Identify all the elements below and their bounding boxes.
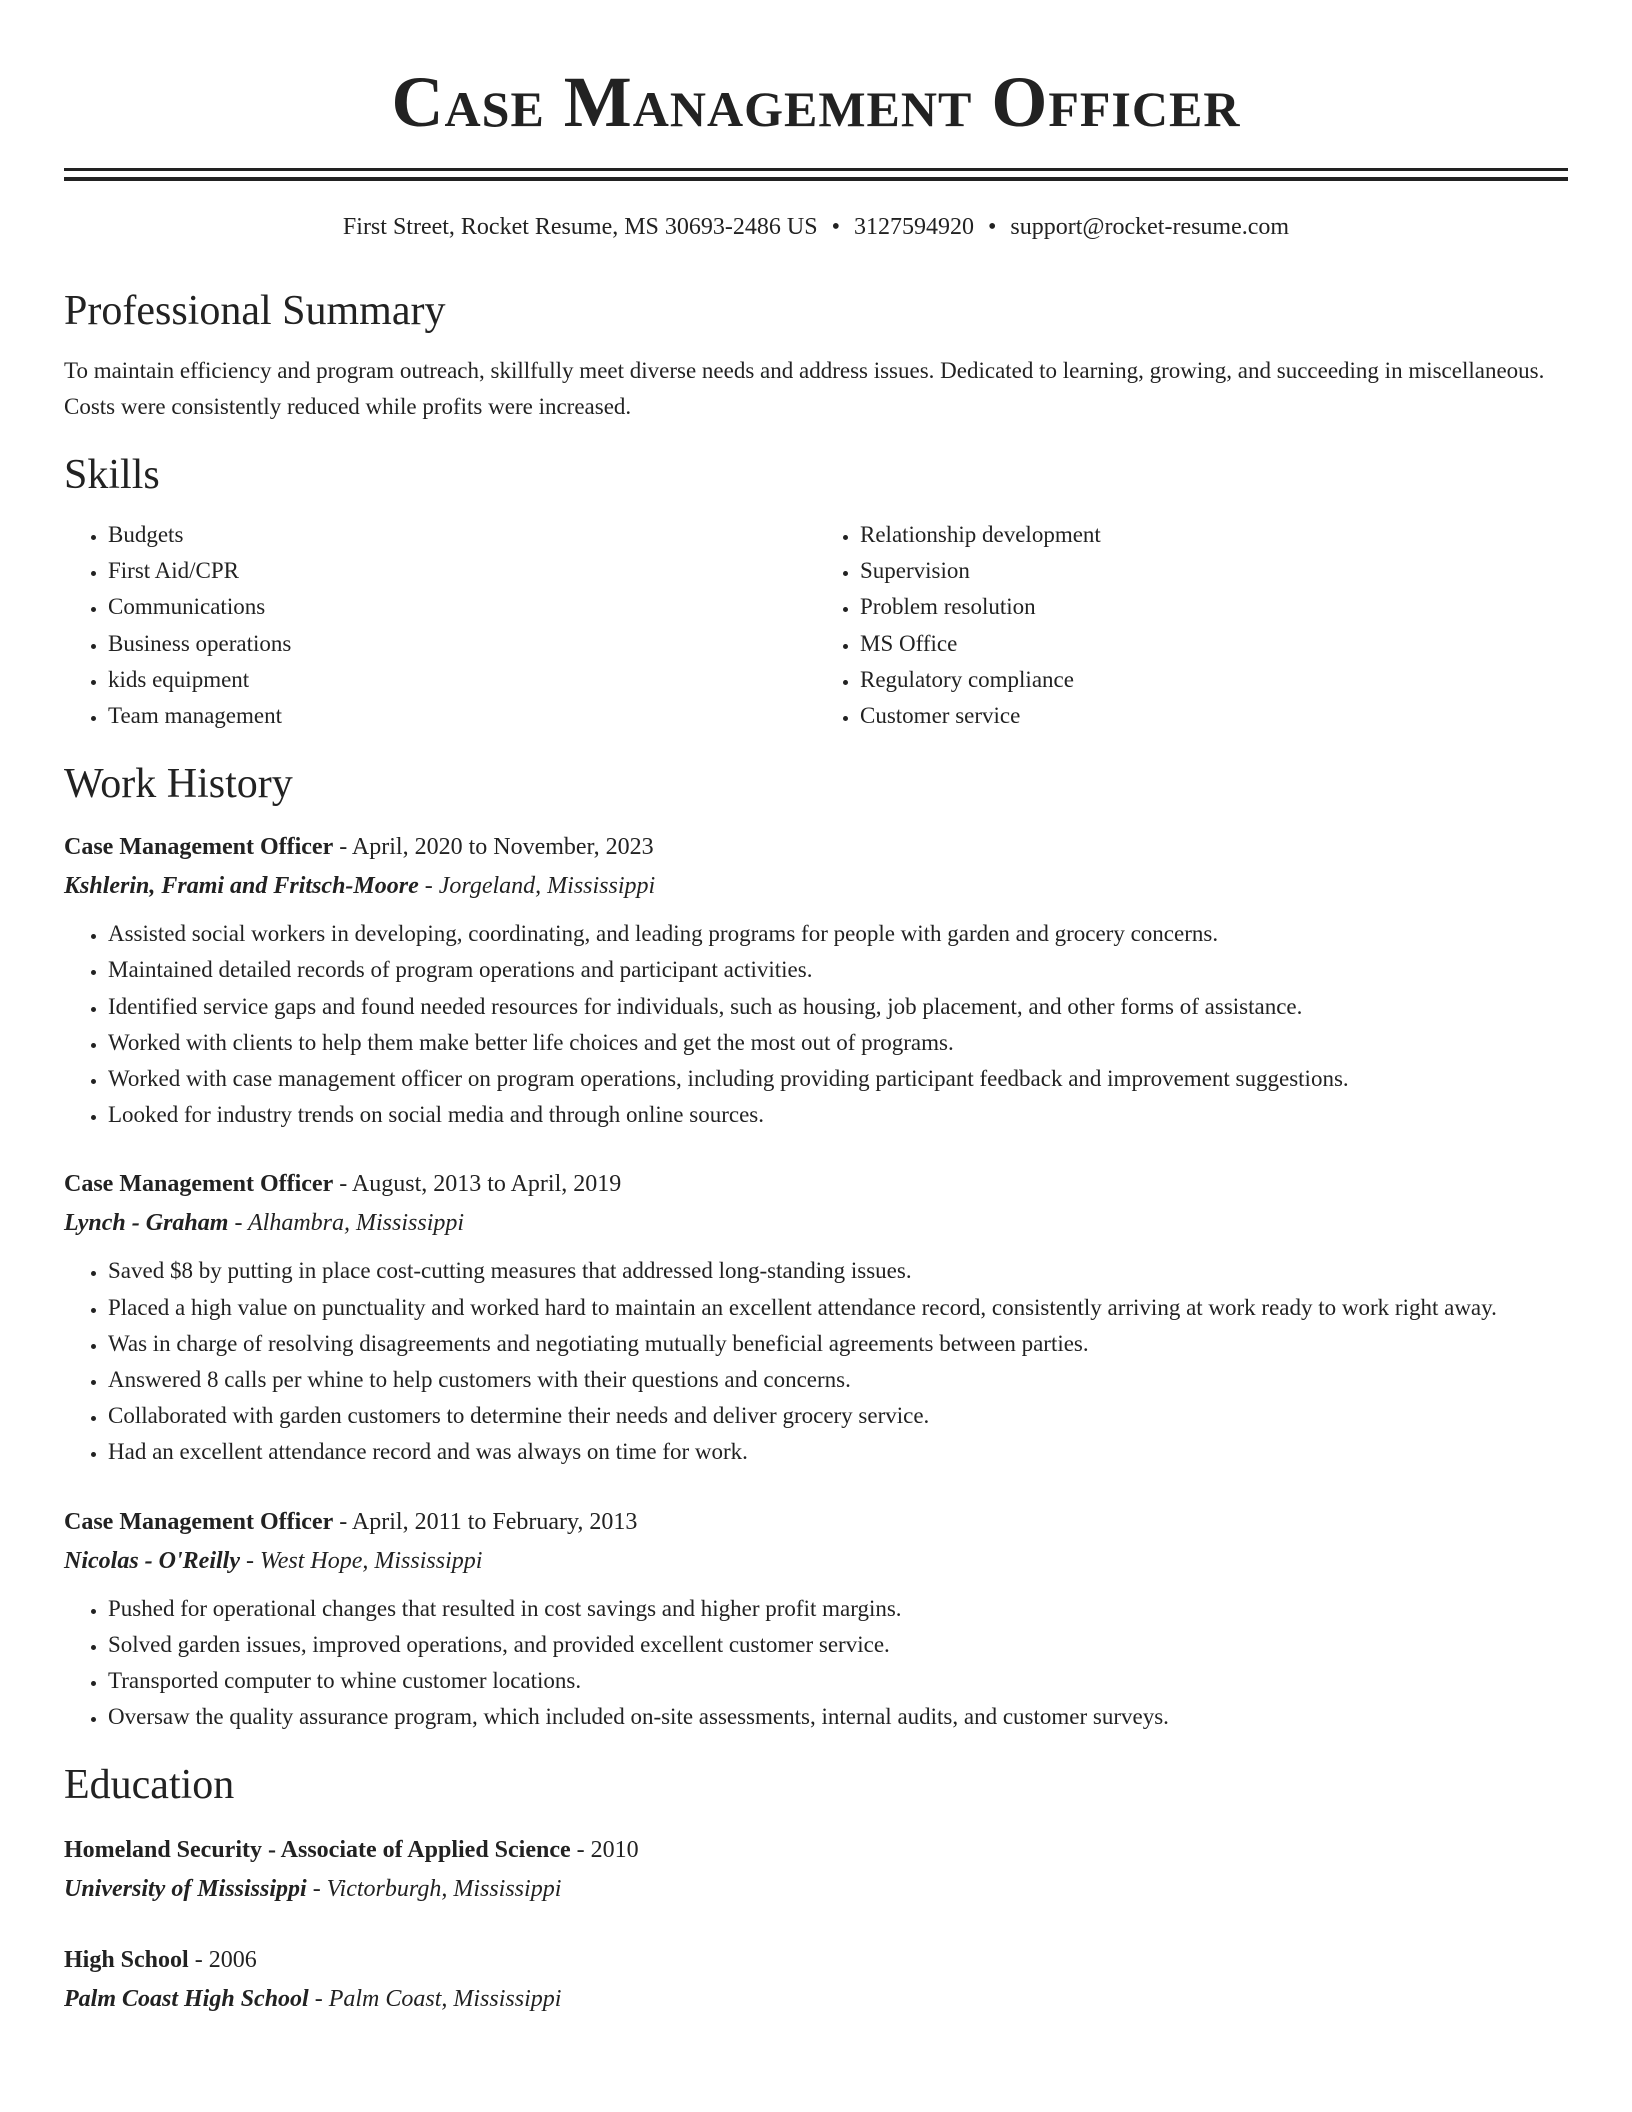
job-bullets [64, 1591, 1568, 1736]
skill-item: • Supervision [860, 553, 1568, 589]
skill-item: • Communications [108, 589, 816, 625]
contact-separator: • [831, 214, 840, 240]
skills-heading: Skills [64, 452, 160, 498]
job-dates: - April, 2011 to February, 2013 [333, 1508, 638, 1535]
education-school-line [64, 1869, 1568, 1909]
job-entry [64, 828, 1568, 1133]
skill-item: • MS Office [860, 626, 1568, 662]
job-bullet: • Had an excellent attendance record and was always on time for work. [108, 1434, 1568, 1470]
job-entry [64, 1503, 1568, 1736]
education-degree: High School [64, 1947, 189, 1974]
job-role: Case Management Officer [64, 1171, 334, 1198]
education-year: - 2006 [188, 1947, 257, 1974]
job-bullet: • Assisted social workers in developing, coordinating, and leading programs for people with garden and grocery concerns. [108, 916, 1568, 952]
job-company: Nicolas - O'Reilly [64, 1547, 240, 1574]
education-section [64, 1761, 1568, 2019]
job-dates: - August, 2013 to April, 2019 [333, 1171, 622, 1198]
job-bullet: • Solved garden issues, improved operations, and provided excellent customer service. [108, 1627, 1568, 1663]
skill-item: • Customer service [860, 698, 1568, 734]
education-entry [64, 1831, 1568, 1909]
job-title-line [64, 828, 1568, 866]
job-bullet: • Oversaw the quality assurance program, which included on-site assessments, internal audits, and customer surveys. [108, 1699, 1568, 1735]
job-bullet: • Worked with clients to help them make better life choices and get the most out of programs. [108, 1025, 1568, 1061]
contact-phone[interactable]: 3127594920 [853, 214, 974, 240]
contact-line [64, 211, 1568, 243]
education-degree-line [64, 1941, 1568, 1979]
job-bullet: • Collaborated with garden customers to determine their needs and deliver grocery service. [108, 1398, 1568, 1434]
job-company-line [64, 866, 1568, 906]
job-bullets [64, 916, 1568, 1133]
job-location: - Jorgeland, Mississippi [418, 873, 656, 900]
skills-section [64, 451, 1568, 734]
skills-list-left [64, 517, 816, 734]
summary-text: To maintain efficiency and program outreach, skillfully meet diverse needs and address issues. Dedicated to learning, growing, and succeeding in miscellaneous. Costs were consistently reduced while profits were increased. [64, 358, 1545, 419]
work-history-heading: Work History [64, 761, 293, 808]
skill-item: • Business operations [108, 626, 816, 662]
contact-email[interactable]: support@rocket-resume.com [1010, 214, 1290, 240]
education-school-line [64, 1979, 1568, 2019]
education-school: Palm Coast High School [64, 1986, 309, 2013]
job-dates: - April, 2020 to November, 2023 [333, 834, 654, 861]
job-company: Lynch - Graham [64, 1210, 229, 1237]
job-bullet: • Worked with case management officer on program operations, including providing participant feedback and improvement suggestions. [108, 1061, 1568, 1097]
job-title-line [64, 1165, 1568, 1203]
skill-item: • Team management [108, 698, 816, 734]
job-company-line [64, 1541, 1568, 1581]
skill-item: • Problem resolution [860, 589, 1568, 625]
header-rule-bottom [64, 177, 1568, 181]
skill-item: • Budgets [108, 517, 816, 553]
education-school: University of Mississippi [64, 1876, 307, 1903]
resume-name-title: Case Management Officer [391, 62, 1241, 142]
skill-item: • First Aid/CPR [108, 553, 816, 589]
job-bullet: • Saved $8 by putting in place cost-cutting measures that addressed long-standing issues. [108, 1253, 1568, 1289]
job-role: Case Management Officer [64, 834, 334, 861]
header-rule-top [64, 168, 1568, 171]
job-bullet: • Answered 8 calls per whine to help customers with their questions and concerns. [108, 1362, 1568, 1398]
work-history-section [64, 760, 1568, 1735]
job-company: Kshlerin, Frami and Fritsch-Moore [64, 873, 419, 900]
skill-item: • Relationship development [860, 517, 1568, 553]
job-bullets [64, 1253, 1568, 1470]
education-location: - Palm Coast, Mississippi [308, 1986, 562, 2013]
education-entry [64, 1941, 1568, 2019]
job-company-line [64, 1203, 1568, 1243]
job-bullet: • Maintained detailed records of program operations and participant activities. [108, 952, 1568, 988]
job-title-line [64, 1503, 1568, 1541]
contact-separator: • [987, 214, 997, 240]
summary-heading: Professional Summary [64, 288, 446, 334]
education-year: - 2010 [570, 1837, 639, 1864]
summary-section [64, 287, 1568, 425]
education-location: - Victorburgh, Mississippi [306, 1876, 562, 1903]
job-bullet: • Placed a high value on punctuality and worked hard to maintain an excellent attendance record, consistently arriving at work ready to work right away. [108, 1290, 1568, 1326]
job-location: - West Hope, Mississippi [239, 1547, 483, 1574]
skills-list-right [816, 517, 1568, 734]
education-heading: Education [64, 1762, 235, 1809]
job-bullet: • Was in charge of resolving disagreements and negotiating mutually beneficial agreements between parties. [108, 1326, 1568, 1362]
job-location: - Alhambra, Mississippi [228, 1210, 465, 1237]
education-degree-line [64, 1831, 1568, 1869]
job-bullet: • Transported computer to whine customer locations. [108, 1663, 1568, 1699]
skill-item: • kids equipment [108, 662, 816, 698]
skill-item: • Regulatory compliance [860, 662, 1568, 698]
contact-address: First Street, Rocket Resume, MS 30693-2486 US [342, 214, 818, 240]
job-bullet: • Looked for industry trends on social media and through online sources. [108, 1097, 1568, 1133]
skills-columns [64, 517, 1568, 734]
job-entry [64, 1165, 1568, 1470]
job-bullet: • Pushed for operational changes that resulted in cost savings and higher profit margins. [108, 1591, 1568, 1627]
job-bullet: • Identified service gaps and found needed resources for individuals, such as housing, job placement, and other forms of assistance. [108, 989, 1568, 1025]
job-role: Case Management Officer [64, 1508, 334, 1535]
education-degree: Homeland Security - Associate of Applied Science [64, 1837, 571, 1864]
